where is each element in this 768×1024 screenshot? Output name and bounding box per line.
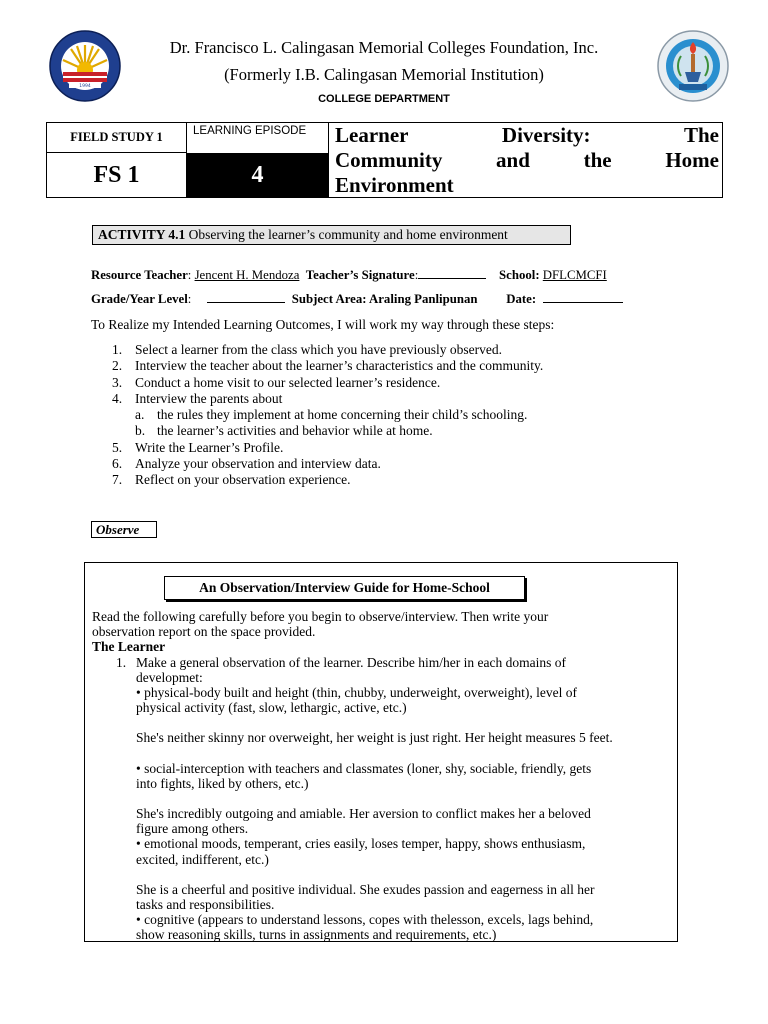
step-number: 5. bbox=[112, 439, 123, 455]
step-text: Select a learner from the class which you have previously observed. bbox=[135, 342, 502, 357]
title-word: the bbox=[583, 148, 612, 172]
list-item bbox=[112, 375, 543, 391]
emotional-question: • emotional moods, temperant, cries easily, loses temper, happy, shows enthusiasm, bbox=[136, 836, 586, 852]
step-number: 1. bbox=[112, 342, 123, 357]
list-item bbox=[112, 358, 543, 374]
list-item bbox=[112, 423, 543, 439]
emotional-answer: tasks and responsibilities. bbox=[136, 897, 275, 913]
grade-label: Grade/Year Level bbox=[91, 292, 188, 306]
school-value: DFLCMCFI bbox=[542, 268, 607, 282]
guide-body bbox=[92, 609, 670, 943]
guide-title: An Observation/Interview Guide for Home-School bbox=[164, 576, 525, 600]
step-number: 3. bbox=[112, 374, 123, 390]
list-item bbox=[112, 342, 543, 358]
college-name: Dr. Francisco L. Calingasan Memorial Colleges Foundation, Inc. bbox=[169, 38, 599, 57]
physical-question: physical activity (fast, slow, lethargic, active, etc.) bbox=[136, 700, 407, 716]
grade-blank[interactable] bbox=[207, 292, 285, 303]
seal-year: 1994 bbox=[79, 84, 91, 89]
subject-label: Subject Area: Araling Panlipunan bbox=[291, 292, 478, 306]
intro-text: To Realize my Intended Learning Outcomes, I will work my way through these steps: bbox=[91, 317, 555, 332]
physical-answer: She's neither skinny nor overweight, her weight is just right. Her height measures 5 feet. bbox=[136, 730, 613, 746]
list-item bbox=[112, 456, 543, 472]
guide-item bbox=[92, 655, 670, 670]
item-text: developmet: bbox=[136, 669, 203, 685]
observe-label: Observe bbox=[91, 521, 157, 538]
steps-list bbox=[112, 342, 543, 489]
title-word: Diversity: bbox=[501, 123, 591, 147]
cognitive-question: show reasoning skills, turns in assignments and requirements, etc.) bbox=[136, 927, 497, 943]
guide-intro-line: Read the following carefully before you begin to observe/interview. Then write your bbox=[92, 609, 549, 624]
step-number: 4. bbox=[112, 390, 123, 406]
title-word: The bbox=[683, 123, 719, 147]
department-label: COLLEGE DEPARTMENT bbox=[318, 93, 450, 105]
title-table bbox=[46, 122, 723, 198]
guide-intro bbox=[92, 609, 670, 624]
title-word: Environment bbox=[335, 173, 454, 197]
signature-blank[interactable] bbox=[418, 268, 486, 279]
date-label: Date: bbox=[506, 292, 537, 306]
step-text: Reflect on your observation experience. bbox=[135, 472, 351, 488]
list-item bbox=[112, 472, 543, 488]
observation-guide bbox=[84, 562, 678, 942]
episode-title bbox=[335, 123, 719, 197]
title-word: and bbox=[496, 148, 530, 172]
social-question: into fights, liked by others, etc.) bbox=[136, 775, 309, 791]
step-number: b. bbox=[135, 423, 146, 439]
section-heading: The Learner bbox=[92, 639, 166, 655]
episode-number: 4 bbox=[187, 153, 329, 197]
title-line bbox=[335, 148, 719, 173]
social-answer: She's incredibly outgoing and amiable. Her aversion to conflict makes her a beloved bbox=[136, 806, 591, 822]
step-text: Analyze your observation and interview data. bbox=[135, 456, 381, 472]
signature-label: Teacher’s Signature bbox=[305, 268, 415, 282]
date-blank[interactable] bbox=[543, 292, 623, 303]
title-line bbox=[335, 123, 719, 148]
title-word: Home bbox=[665, 148, 719, 172]
step-number: 2. bbox=[112, 358, 123, 374]
step-number: 7. bbox=[112, 472, 123, 488]
step-text: Interview the teacher about the learner’s characteristics and the community. bbox=[135, 358, 544, 374]
title-line bbox=[335, 173, 719, 198]
social-answer: figure among others. bbox=[136, 821, 249, 837]
activity-banner bbox=[92, 225, 571, 245]
emotional-answer: She is a cheerful and positive individual. She exudes passion and eagerness in all her bbox=[136, 881, 595, 897]
title-word: Community bbox=[335, 148, 443, 172]
social-question: • social-interception with teachers and classmates (loner, shy, sociable, friendly, gets bbox=[136, 760, 592, 776]
step-text: the rules they implement at home concerning their child’s schooling. bbox=[157, 407, 528, 423]
episode-label: LEARNING EPISODE bbox=[187, 123, 329, 153]
physical-question: • physical-body built and height (thin, chubby, underweight, overweight), level of bbox=[136, 685, 577, 701]
list-item bbox=[112, 440, 543, 456]
emotional-question: excited, indifferent, etc.) bbox=[136, 851, 269, 867]
grade-info-row: Grade/Year Level: Subject Area: Araling Panlipunan Date: bbox=[91, 292, 623, 307]
guide-intro: observation report on the space provided. bbox=[92, 624, 316, 640]
step-text: Interview the parents about bbox=[135, 390, 283, 406]
resource-teacher-value: Jencent H. Mendoza bbox=[194, 268, 300, 282]
list-item bbox=[112, 391, 543, 407]
step-text: the learner’s activities and behavior while at home. bbox=[157, 423, 433, 439]
activity-description: Observing the learner’s community and home environment bbox=[185, 227, 508, 242]
cognitive-question: • cognitive (appears to understand lessons, copes with thelesson, excels, lags behind, bbox=[136, 912, 594, 928]
item-number: 1. bbox=[116, 654, 127, 670]
school-label: School: bbox=[499, 268, 540, 282]
step-number: 6. bbox=[112, 456, 123, 472]
resource-teacher-label: Resource Teacher bbox=[91, 268, 188, 282]
step-number: a. bbox=[135, 407, 145, 423]
item-text: Make a general observation of the learner. Describe him/her in each domains of bbox=[136, 654, 566, 670]
teacher-info-row: Resource Teacher: Jencent H. Mendoza Teacher’s Signature: School: DFLCMCFI bbox=[91, 268, 607, 282]
step-text: Conduct a home visit to our selected learner’s residence. bbox=[135, 374, 441, 390]
activity-label: ACTIVITY 4.1 bbox=[98, 227, 186, 242]
list-item bbox=[112, 407, 543, 423]
course-code: FS 1 bbox=[47, 153, 187, 197]
course-label: FIELD STUDY 1 bbox=[47, 123, 187, 153]
step-text: Write the Learner’s Profile. bbox=[135, 439, 284, 455]
former-name: (Formerly I.B. Calingasan Memorial Institution) bbox=[224, 65, 544, 84]
title-word: Learner bbox=[335, 123, 409, 147]
